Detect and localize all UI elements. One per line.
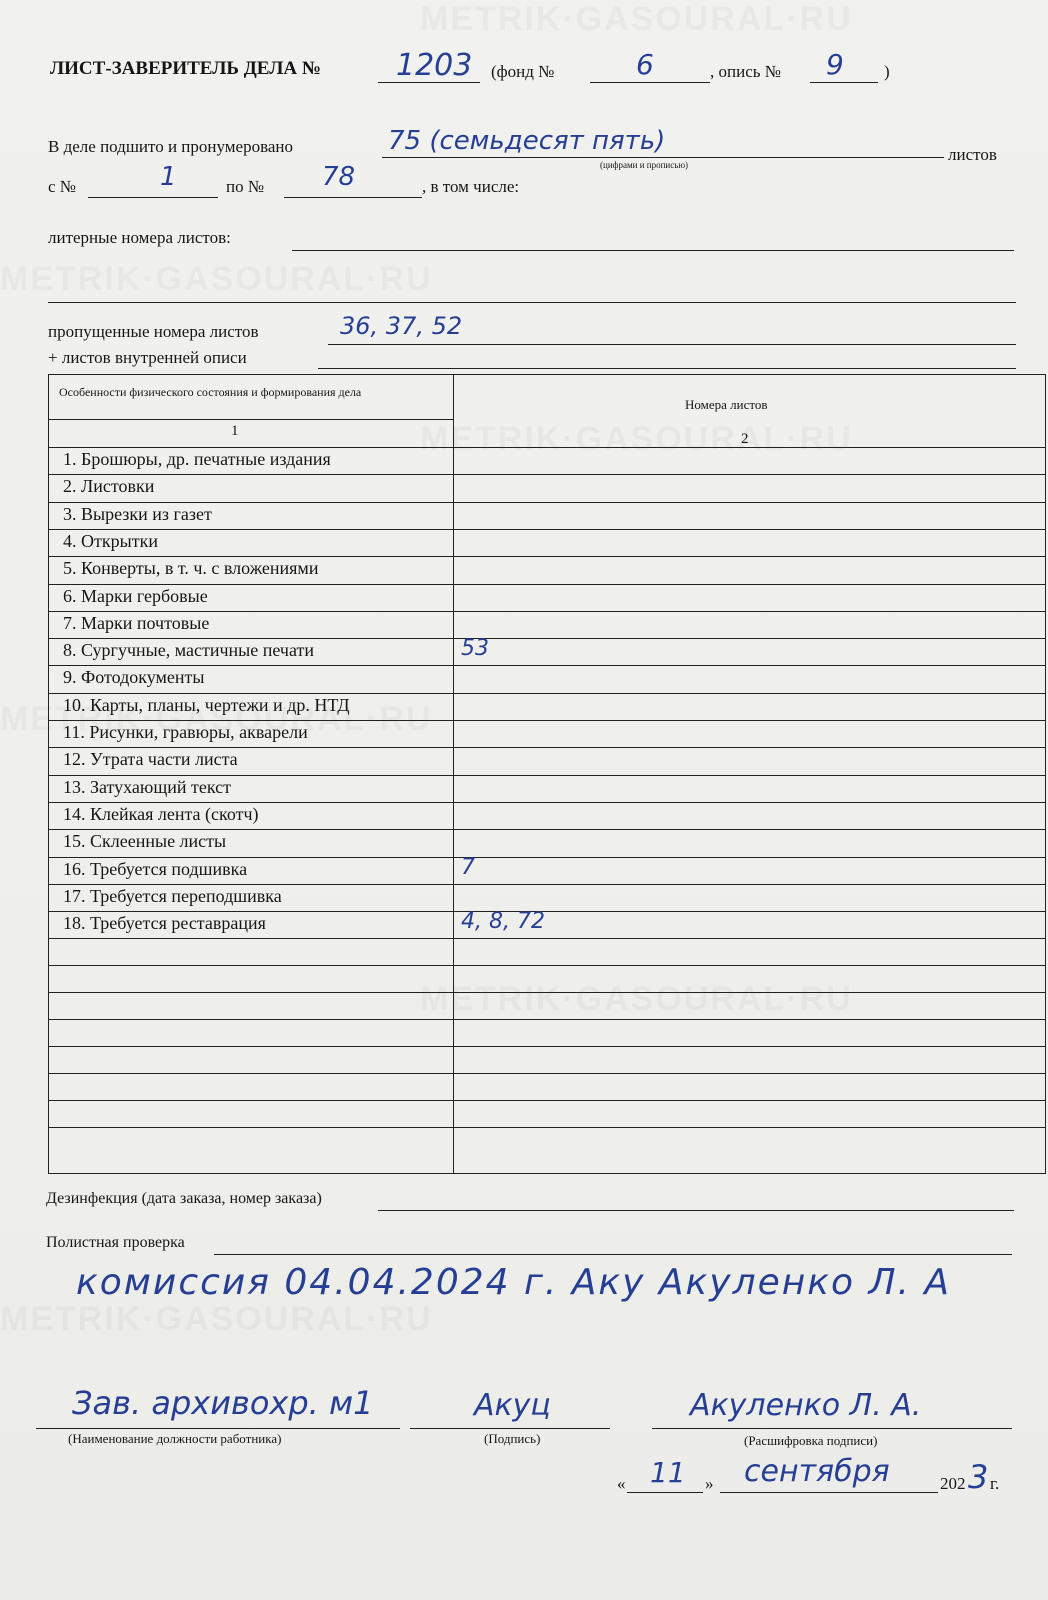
table-row-label: 17. Требуется переподшивка (63, 885, 282, 906)
table-row-label: 1. Брошюры, др. печатные издания (63, 449, 331, 469)
row-divider (49, 502, 1045, 503)
table-row-label: 16. Требуется подшивка (63, 858, 248, 879)
row-divider (49, 693, 1045, 694)
fond-label: (фонд № (491, 62, 555, 81)
letter-numbers-label: литерные номера листов: (48, 228, 231, 247)
row-divider (49, 474, 1045, 475)
row-divider (49, 829, 1045, 830)
missing-label: пропущенные номера листов (48, 322, 259, 341)
table-row-label: 9. Фотодокументы (63, 667, 205, 688)
row-divider (49, 857, 1045, 858)
table-row-label: 7. Марки почтовые (63, 612, 210, 633)
row-divider (49, 1100, 1045, 1101)
table-row-label: 4. Открытки (63, 530, 158, 551)
filed-count: 75 (семьдесят пять) (388, 126, 666, 156)
position-value: Зав. архивохр. м1 (72, 1384, 374, 1422)
row-divider (49, 965, 1045, 966)
doc-title (50, 58, 321, 80)
row-divider (49, 911, 1045, 912)
watermark (0, 1300, 433, 1339)
col1-number: 1 (231, 423, 239, 439)
row-divider (49, 992, 1045, 993)
filed-suffix: листов (948, 145, 997, 164)
watermark (420, 0, 853, 39)
table-row-label: 14. Клейкая лента (скотч) (63, 803, 259, 824)
row-divider (49, 447, 1045, 448)
watermark (0, 260, 433, 299)
table-row-label: 12. Утрата части листа (63, 749, 238, 770)
condition-table (48, 374, 1046, 1174)
row-divider (49, 1073, 1045, 1074)
table-row-value: 4, 8, 72 (461, 909, 545, 935)
disinfection-label: Дезинфекция (дата заказа, номер заказа) (46, 1190, 322, 1207)
row-divider (49, 802, 1045, 803)
row-divider (49, 584, 1045, 585)
sheet-check-label: Полистная проверка (46, 1234, 185, 1251)
opis-label: , опись № (710, 62, 781, 81)
filed-label: В деле подшито и пронумеровано (48, 137, 294, 156)
table-row-value: 7 (461, 854, 475, 880)
table-row-label: 13. Затухающий текст (63, 776, 232, 797)
date-close-quote: » (705, 1474, 714, 1493)
date-year-suffix: г. (990, 1474, 1000, 1493)
title-prefix: ЛИСТ-ЗАВЕРИТЕЛЬ ДЕЛА № (50, 58, 321, 79)
to-label: по № (226, 177, 265, 196)
row-divider (49, 1127, 1045, 1128)
missing-value: 36, 37, 52 (340, 312, 463, 340)
date-open-quote: « (617, 1474, 626, 1493)
table-row-label: 10. Карты, планы, чертежи и др. НТД (63, 694, 350, 715)
row-divider (49, 747, 1045, 748)
row-divider (49, 556, 1045, 557)
decode-value: Акуленко Л. А. (690, 1388, 922, 1423)
row-divider (49, 1019, 1045, 1020)
signature-value: Акуц (474, 1388, 551, 1423)
table-row-label: 5. Конверты, в т. ч. с вложениями (63, 558, 319, 579)
sheet-check-handwritten: комиссия 04.04.2024 г. Аку Акуленко Л. А (76, 1262, 952, 1303)
date-year-prefix: 202 (940, 1474, 966, 1493)
filed-hint: (цифрами и прописью) (600, 160, 689, 170)
table-row-label: 3. Вырезки из газет (63, 503, 212, 524)
opis-number: 9 (826, 48, 844, 81)
row-divider (49, 611, 1045, 612)
col1-header: Особенности физического состояния и формирования дела (59, 385, 362, 399)
table-row-label: 11. Рисунки, гравюры, акварели (63, 722, 308, 742)
row-divider (49, 775, 1045, 776)
date-month: сентября (744, 1454, 890, 1489)
table-row-value: 53 (461, 636, 489, 662)
row-divider (49, 884, 1045, 885)
decode-label: (Расшифровка подписи) (744, 1433, 878, 1448)
row-divider (49, 1046, 1045, 1047)
row-divider (49, 938, 1045, 939)
from-label: с № (48, 177, 77, 196)
col2-header: Номера листов (685, 397, 768, 412)
table-row-label: 2. Листовки (63, 476, 155, 497)
col2-number: 2 (741, 431, 749, 447)
position-label: (Наименование должности работника) (68, 1431, 282, 1446)
table-row-label: 8. Сургучные, мастичные печати (63, 640, 314, 661)
including-label: , в том числе: (422, 177, 520, 196)
row-divider (49, 665, 1045, 666)
row-divider (49, 638, 1045, 639)
close-paren: ) (884, 62, 890, 81)
table-row-label: 18. Требуется реставрация (63, 913, 266, 934)
from-value: 1 (160, 162, 177, 192)
date-year-digit: 3 (968, 1458, 989, 1496)
table-row-label: 15. Склеенные листы (63, 831, 227, 852)
date-day: 11 (650, 1456, 686, 1489)
row-divider (49, 529, 1045, 530)
inner-inventory-label: + листов внутренней описи (48, 348, 247, 367)
signature-label: (Подпись) (484, 1431, 541, 1446)
table-row-label: 6. Марки гербовые (63, 585, 208, 606)
case-number: 1203 (396, 48, 473, 83)
to-value: 78 (322, 162, 356, 192)
row-divider (49, 720, 1045, 721)
fond-number: 6 (636, 48, 654, 81)
